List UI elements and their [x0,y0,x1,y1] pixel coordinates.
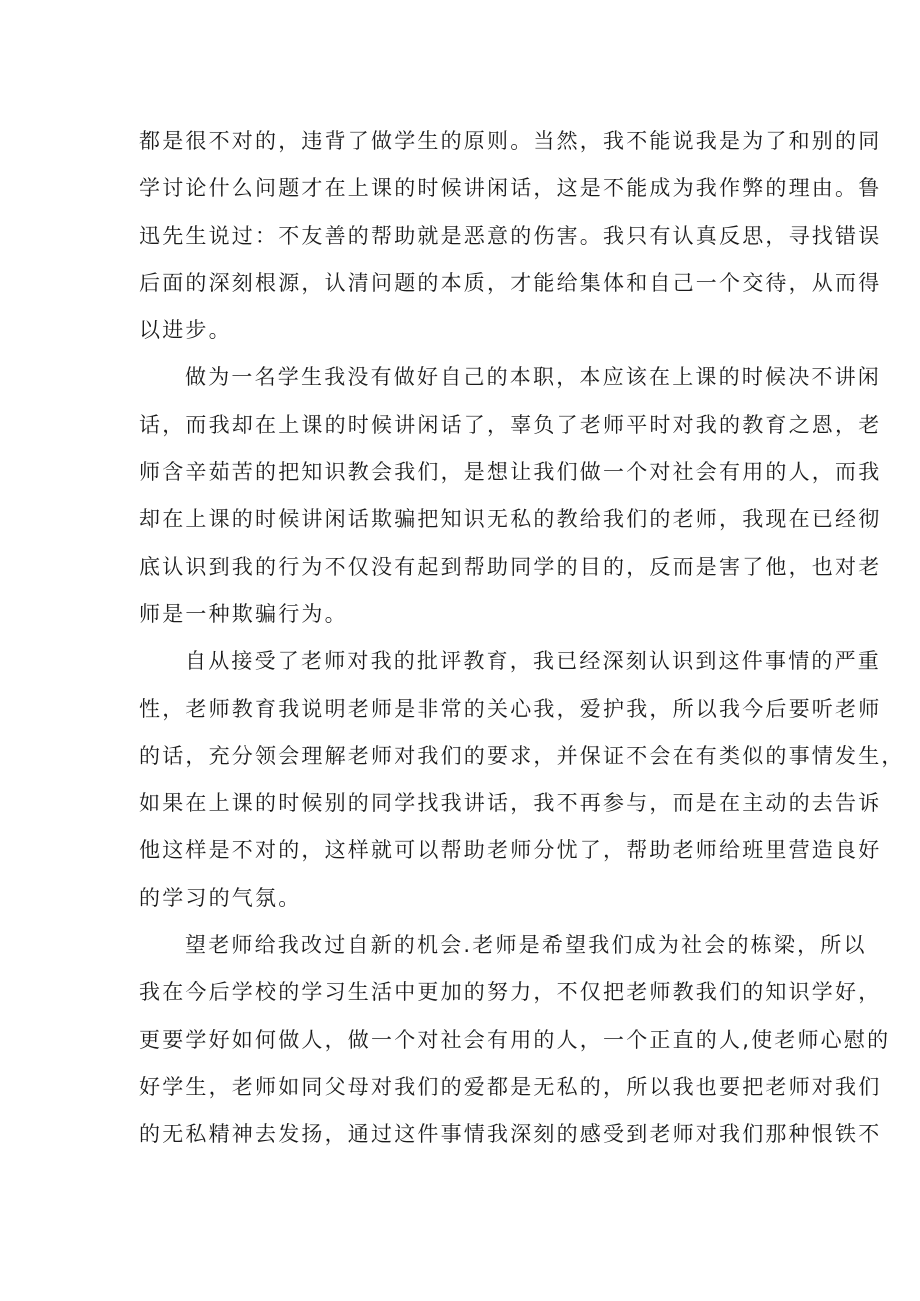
paragraph-2 [139,354,882,638]
text-line: 他这样是不对的，这样就可以帮助老师分忧了，帮助老师给班里营造良好 [139,838,882,863]
text-line: 师含辛茹苦的把知识教会我们，是想让我们做一个对社会有用的人，而我 [139,460,882,485]
text-line: 性，老师教育我说明老师是非常的关心我，爱护我，所以我今后要听老师 [139,696,882,721]
text-line: 自从接受了老师对我的批评教育，我已经深刻认识到这件事情的严重 [185,649,881,674]
text-line: 都是很不对的，违背了做学生的原则。当然，我不能说我是为了和别的同 [139,129,882,153]
text-line: 的学习的气氛。 [139,885,302,910]
text-line: 更要学好如何做人，做一个对社会有用的人，一个正直的人,使老师心慰的 [139,1027,891,1052]
text-line: 后面的深刻根源，认清问题的本质，才能给集体和自己一个交待，从而得 [139,270,882,295]
text-line: 做为一名学生我没有做好自己的本职，本应该在上课的时候决不讲闲 [185,365,881,390]
paragraph-1 [139,118,882,354]
text-line: 好学生，老师如同父母对我们的爱都是无私的，所以我也要把老师对我们 [139,1074,882,1099]
text-line: 如果在上课的时候别的同学找我讲话，我不再参与，而是在主动的去告诉 [139,791,882,816]
text-line: 话，而我却在上课的时候讲闲话了，辜负了老师平时对我的教育之恩，老 [139,412,882,437]
text-line: 的话，充分领会理解老师对我们的要求，并保证不会在有类似的事情发生， [139,743,905,768]
text-line: 我在今后学校的学习生活中更加的努力，不仅把老师教我们的知识学好， [139,980,882,1005]
text-line: 的无私精神去发扬，通过这件事情我深刻的感受到老师对我们那种恨铁不 [139,1122,882,1147]
text-line: 却在上课的时候讲闲话欺骗把知识无私的教给我们的老师，我现在已经彻 [139,507,882,532]
text-line: 望老师给我改过自新的机会.老师是希望我们成为社会的栋梁，所以 [185,933,867,958]
text-line: 学讨论什么问题才在上课的时候讲闲话，这是不能成为我作弊的理由。鲁 [139,176,882,201]
text-line: 以进步。 [139,318,232,343]
document-body [139,118,905,1159]
text-line: 迅先生说过：不友善的帮助就是恶意的伤害。我只有认真反思，寻找错误 [139,223,882,248]
paragraph-3 [139,638,905,922]
text-line: 底认识到我的行为不仅没有起到帮助同学的目的，反而是害了他，也对老 [139,554,882,579]
text-line: 师是一种欺骗行为。 [139,601,348,626]
paragraph-4 [139,922,891,1158]
